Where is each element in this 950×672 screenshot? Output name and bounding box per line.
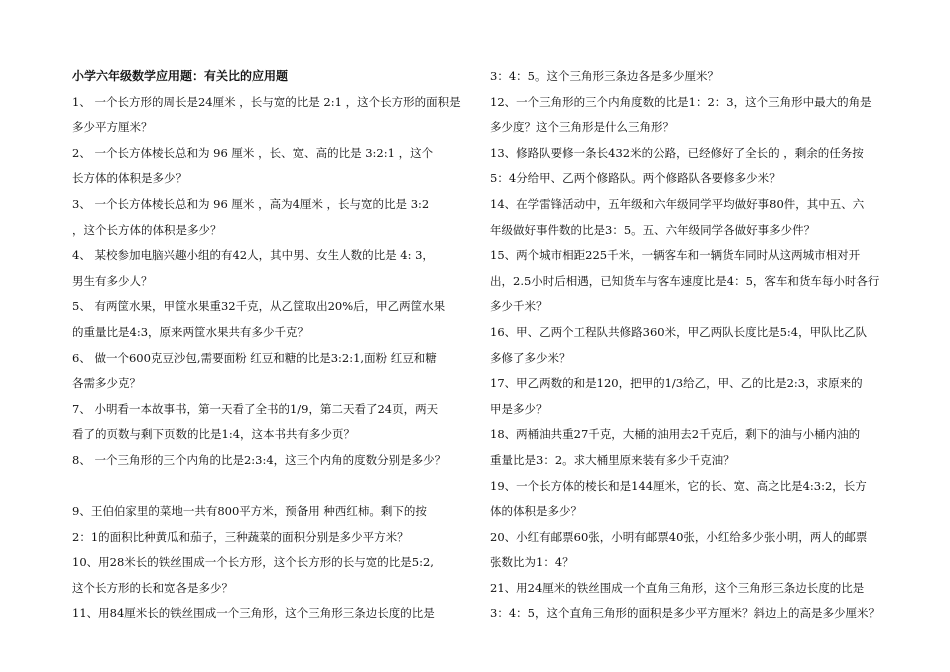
left-column [72, 64, 464, 627]
text-line: 10、用28米长的铁丝围成一个长方形，这个长方形的长与宽的比是5:2, [72, 555, 434, 570]
text-line: 多少度？这个三角形是什么三角形？ [490, 120, 674, 135]
text-line: 多修了多少米？ [490, 350, 571, 365]
text-line: 多少千米？ [490, 299, 548, 314]
text-line: 12、一个三角形的三个内角度数的比是1：2：3，这个三角形中最大的角是 [490, 94, 872, 109]
text-line: 7、 小明看一本故事书，第一天看了全书的1/9，第二天看了24页，两天 [72, 401, 439, 416]
text-line: 男生有多少人？ [72, 273, 153, 288]
text-line: 看了的页数与剩下页数的比是1:4，这本书共有多少页？ [72, 427, 356, 442]
text-line: 3：4：5，这个直角三角形的面积是多少平方厘米？斜边上的高是多少厘米？ [490, 606, 880, 621]
text-line: 各需多少克？ [72, 376, 141, 391]
text-line: 多少平方厘米？ [72, 120, 153, 135]
text-line: ，这个长方体的体积是多少？ [72, 222, 222, 237]
text-line: 出，2.5小时后相遇，已知货车与客车速度比是4：5，客车和货车每小时各行 [490, 273, 880, 288]
text-line: 5：4分给甲、乙两个修路队。两个修路队各要修多少米？ [490, 171, 781, 186]
text-line: 4、 某校参加电脑兴趣小组的有42人，其中男、女生人数的比是 4: 3， [72, 248, 434, 263]
text-line: 3、 一个长方体棱长总和为 96 厘米 ，高为4厘米 ，长与宽的比是 3:2 [72, 196, 430, 211]
text-line: 20、小红有邮票60张，小明有邮票40张，小红给多少张小明，两人的邮票 [490, 529, 868, 544]
text-line: 9、王伯伯家里的菜地一共有800平方米，预备用 种西红柿。剩下的按 [72, 504, 427, 519]
text-line: 13、修路队要修一条长432米的公路，已经修好了全长的 ，剩余的任务按 [490, 145, 864, 160]
text-line: 2：1的面积比种黄瓜和茄子，三种蔬菜的面积分别是多少平方米？ [72, 529, 409, 544]
text-line: 张数比为1：4？ [490, 555, 574, 570]
text-line: 3：4：5。这个三角形三条边各是多少厘米？ [490, 69, 719, 83]
text-line [72, 474, 464, 500]
text-line: 5、 有两筐水果，甲筐水果重32千克，从乙筐取出20%后，甲乙两筐水果 [72, 299, 446, 314]
text-line: 11、用84厘米长的铁丝围成一个三角形，这个三角形三条边长度的比是 [72, 606, 435, 621]
text-line: 1、 一个长方形的周长是24厘米 ，长与宽的比是 2:1 ，这个长方形的面积是 [72, 94, 461, 109]
text-line: 的重量比是4:3，原来两筐水果共有多少千克？ [72, 324, 310, 339]
text-line: 年级做好事件数的比是3：5。五、六年级同学各做好事多少件？ [490, 222, 816, 237]
text-line: 体的体积是多少？ [490, 504, 582, 519]
text-line: 21、用24厘米的铁丝围成一个直角三角形，这个三角形三条边长度的比是 [490, 580, 865, 595]
text-line: 16、甲、乙两个工程队共修路360米，甲乙两队长度比是5:4，甲队比乙队 [490, 324, 868, 339]
text-line: 17、甲乙两数的和是120，把甲的1/3给乙，甲、乙的比是2:3，求原来的 [490, 376, 863, 391]
text-line: 19、一个长方体的棱长和是144厘米，它的长、宽、高之比是4:3:2，长方 [490, 478, 867, 493]
text-line: 2、 一个长方体棱长总和为 96 厘米 ，长、宽、高的比是 3:2:1 ，这个 [72, 145, 434, 160]
text-line: 15、两个城市相距225千米，一辆客车和一辆货车同时从这两城市相对开 [490, 248, 861, 263]
text-line: 6、 做一个600克豆沙包,需要面粉 红豆和糖的比是3:2:1,面粉 红豆和糖 [72, 350, 437, 365]
text-line: 长方体的体积是多少？ [72, 171, 187, 186]
right-column [490, 64, 882, 627]
text-line: 这个长方形的长和宽各是多少？ [72, 580, 233, 595]
text-line: 重量比是3：2。求大桶里原来装有多少千克油？ [490, 452, 735, 467]
text-line: 18、两桶油共重27千克，大桶的油用去2千克后，剩下的油与小桶内油的 [490, 427, 861, 442]
text-line: 8、 一个三角形的三个内角的比是2:3:4，这三个内角的度数分别是多少？ [72, 452, 447, 467]
document-title: 小学六年级数学应用题：有关比的应用题 [72, 69, 289, 83]
text-line: 甲是多少？ [490, 401, 548, 416]
text-line: 14、在学雷锋活动中，五年级和六年级同学平均做好事80件，其中五、六 [490, 196, 865, 211]
